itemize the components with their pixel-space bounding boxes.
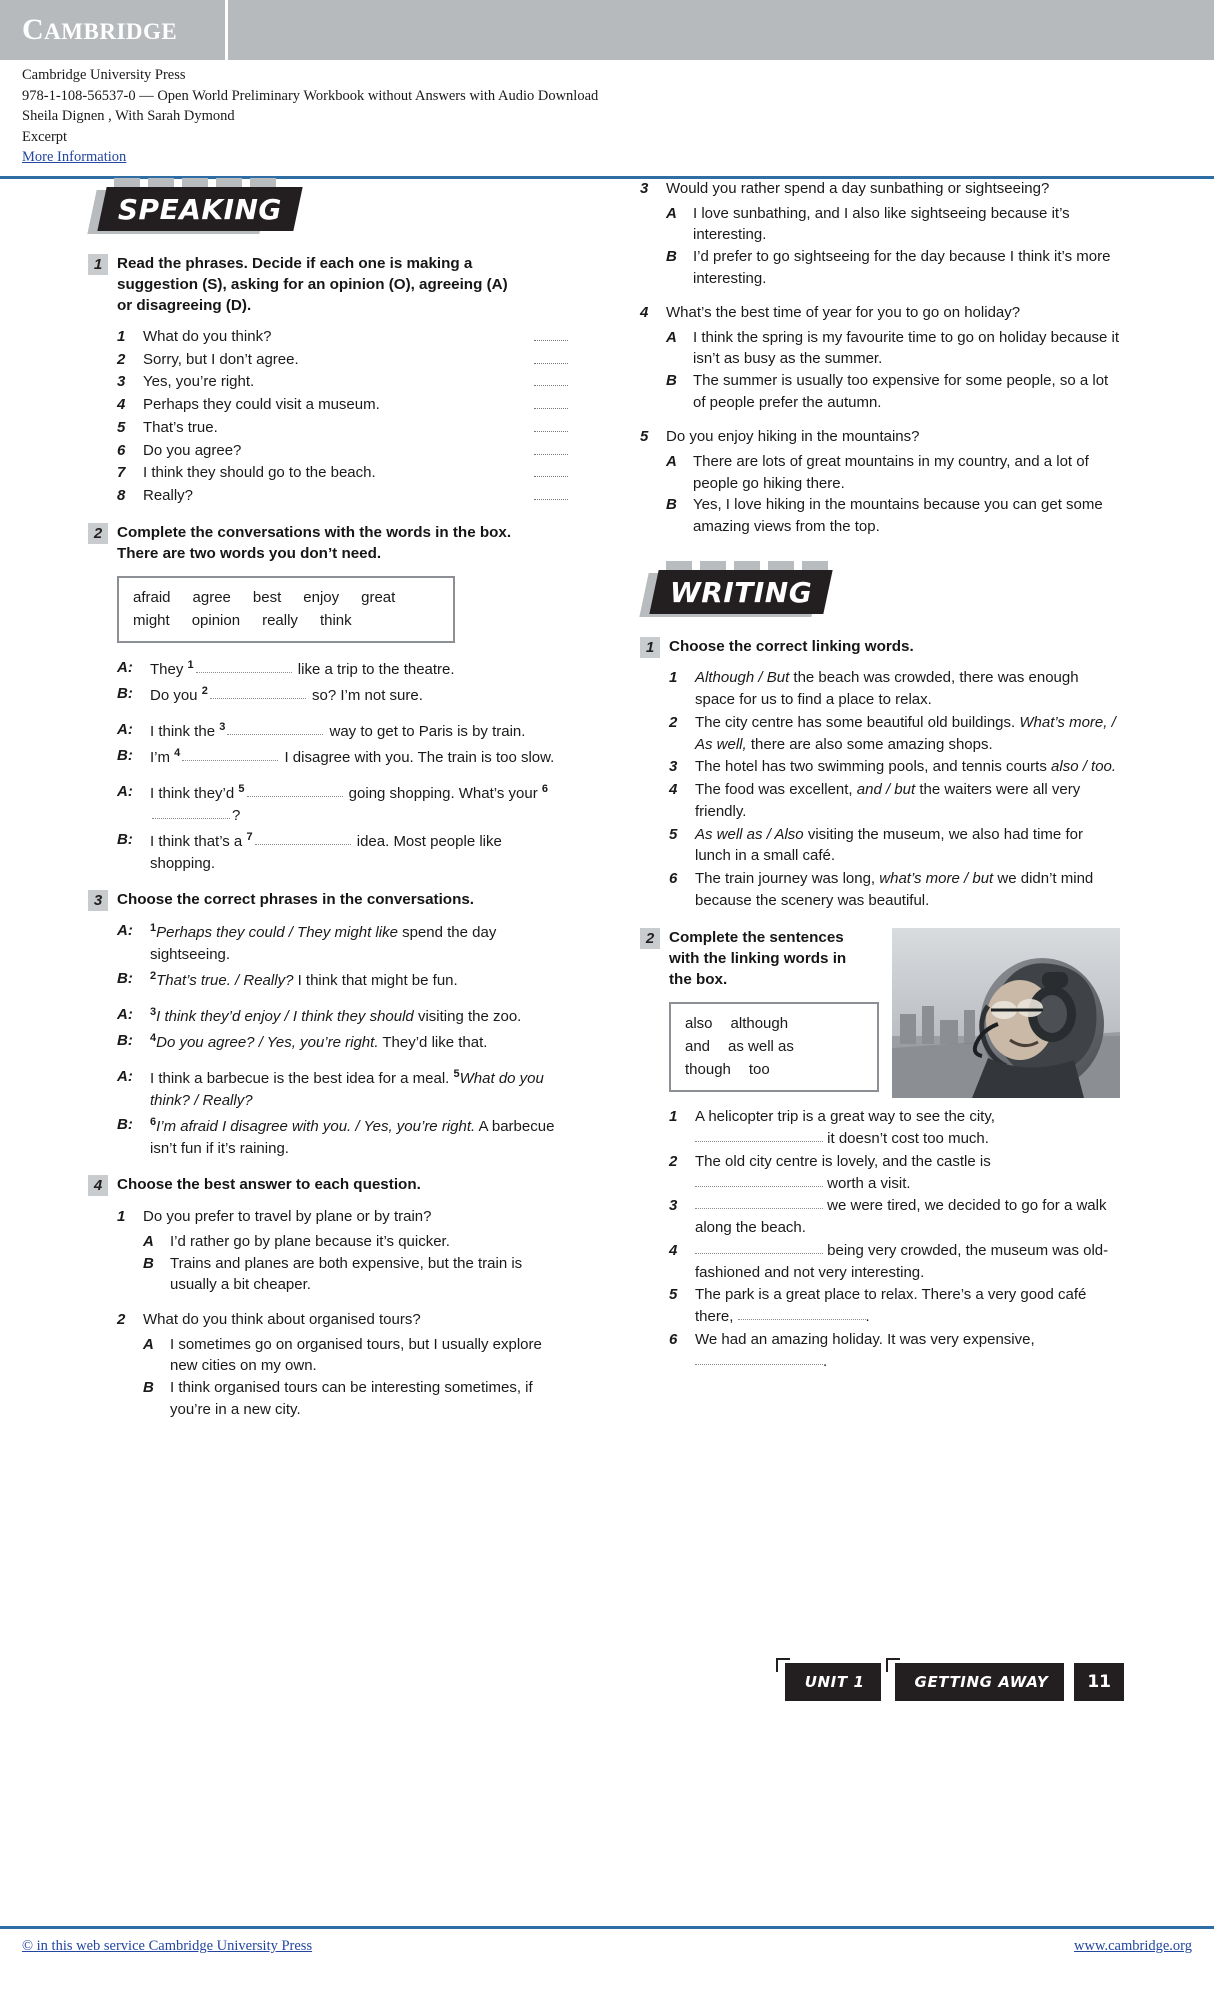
question-line [640, 178, 1120, 200]
publisher-metadata [0, 60, 1214, 168]
speaker-label: B: [117, 1032, 133, 1050]
option-letter: B [143, 1254, 154, 1272]
item-text: The old city centre is lovely, and the castle is worth a visit. [695, 1152, 991, 1192]
dialogue-turn [117, 683, 568, 707]
exercise-number: 1 [640, 637, 660, 658]
speaking-word-box [117, 576, 455, 644]
banner-plate [97, 187, 302, 231]
gap-number: 1 [187, 659, 194, 672]
gap-number: 4 [174, 747, 181, 760]
speaker-label: A: [117, 922, 133, 940]
photo-graphic [892, 928, 1120, 1098]
answer-option[interactable] [666, 327, 1120, 370]
list-item [669, 779, 1120, 823]
writing-exercise-1 [640, 637, 1120, 911]
answer-blank[interactable] [534, 419, 568, 432]
choice-options[interactable]: I think they’d enjoy / I think they should [156, 1008, 414, 1026]
list-item [669, 756, 1120, 778]
item-text: The hotel has two swimming pools, and tennis courts also / too. [695, 758, 1117, 776]
list-item [669, 868, 1120, 912]
question-block [640, 178, 1120, 289]
gap-number: 7 [246, 830, 253, 843]
dialogue-text: $^3$I think they’d enjoy / I think they should visiting the zoo. [150, 1006, 522, 1026]
exercise-instruction: Complete the conversations with the words in the box. There are two words you don’t need. [117, 523, 512, 562]
item-number: 1 [669, 1108, 678, 1126]
dialogue-turn [117, 745, 568, 769]
question-number: 2 [117, 1311, 126, 1329]
word-box-item: great [361, 588, 396, 606]
banner-plate [649, 570, 833, 614]
dialogue-turn [117, 920, 568, 966]
footer-topic-tab [895, 1663, 1065, 1701]
exercise-instruction: Choose the best answer to each question. [117, 1176, 421, 1194]
choice-options[interactable]: That’s true. / Really? [156, 972, 294, 990]
item-text: Really? [143, 487, 194, 505]
question-text: Do you prefer to travel by plane or by train? [143, 1208, 432, 1226]
item-text: Perhaps they could visit a museum. [143, 396, 380, 414]
answer-options [143, 1231, 568, 1296]
word-box-row [133, 609, 439, 632]
item-text: That’s true. [143, 418, 218, 436]
exercise-instruction: Choose the correct linking words. [669, 638, 914, 656]
dialogue-turn [117, 781, 568, 827]
question-text: What do you think about organised tours? [143, 1311, 421, 1329]
word-box-row [133, 586, 439, 609]
speaker-label: B: [117, 830, 133, 848]
list-item [117, 326, 568, 348]
cambridge-org-link[interactable]: www.cambridge.org [1074, 1938, 1192, 1954]
footer-topic-label: GETTING AWAY [914, 1673, 1049, 1691]
question-text: What’s the best time of year for you to go on holiday? [666, 304, 1021, 322]
option-letter: A [143, 1335, 154, 1353]
publisher-isbn-title: 978-1-108-56537-0 — Open World Preliminary Workbook without Answers with Audio Download [22, 87, 599, 104]
answer-blank[interactable] [534, 487, 568, 500]
speaker-label: B: [117, 970, 133, 988]
right-column [640, 178, 1120, 1388]
option-text: I’d rather go by plane because it’s quicker. [170, 1233, 450, 1251]
option-text: Yes, I love hiking in the mountains because you can get some amazing views from the top. [693, 496, 1103, 535]
workbook-page [0, 178, 1214, 1878]
item-text: The city centre has some beautiful old buildings. What’s more, / As well, there are also some amazing shops. [695, 713, 1116, 753]
word-box-item: enjoy [303, 588, 340, 606]
word-box-item: think [319, 612, 352, 630]
gap-blank[interactable] [227, 734, 323, 735]
question-line [117, 1206, 568, 1228]
word-box-item: as well as [728, 1037, 794, 1055]
dialogue-text: I think that’s a $^7$ idea. Most people like shopping. [150, 830, 502, 872]
answer-blank[interactable] [534, 396, 568, 409]
word-box-item: and [685, 1037, 711, 1055]
item-number: 7 [117, 464, 126, 482]
copyright-link[interactable]: © in this web service Cambridge University Press [22, 1938, 313, 1954]
answer-option[interactable] [143, 1334, 568, 1377]
question-block [640, 426, 1120, 537]
item-number: 4 [669, 781, 678, 799]
gap-number: 3 [219, 721, 226, 734]
gap-number: 6 [541, 782, 548, 795]
list-item [669, 1240, 1120, 1284]
page-number-badge: 11 [1074, 1663, 1124, 1701]
publisher-name: Cambridge University Press [22, 67, 186, 83]
exercise-number: 2 [88, 523, 108, 544]
answer-options [143, 1334, 568, 1420]
publisher-header-band [0, 0, 1214, 60]
answer-option[interactable] [666, 370, 1120, 413]
dialogue-turn [117, 1004, 568, 1028]
gap-number: 2 [201, 685, 208, 698]
choice-number: 3 [150, 1006, 157, 1019]
item-number: 8 [117, 487, 126, 505]
dialogue-turn [117, 1030, 568, 1054]
word-box-item: also [685, 1014, 713, 1032]
answer-blank[interactable] [534, 442, 568, 455]
list-item [669, 667, 1120, 711]
option-text: I think organised tours can be interesting sometimes, if you’re in a new city. [170, 1378, 533, 1418]
dialogue-text: I think they’d $^5$ going shopping. What’s your $^6$? [150, 782, 548, 824]
answer-options [666, 451, 1120, 537]
more-information-link[interactable]: More Information [22, 149, 127, 166]
answer-option[interactable] [666, 451, 1120, 494]
exercise-instruction: Complete the sentences with the linking words in the box. [669, 928, 847, 988]
speaking-section-banner [88, 178, 568, 240]
word-box-row [685, 1012, 863, 1035]
item-text: Sorry, but I don’t agree. [143, 350, 299, 368]
item-number: 1 [669, 669, 678, 687]
choice-number: 6 [150, 1115, 157, 1128]
option-letter: A [666, 328, 677, 346]
dialogue-turn [117, 829, 568, 875]
gap-blank[interactable] [247, 796, 343, 797]
item-number: 5 [669, 1286, 678, 1304]
gap-blank[interactable] [255, 844, 351, 845]
choice-number: 2 [150, 970, 157, 983]
item-number: 2 [117, 350, 126, 368]
speaking-exercise-1 [88, 254, 568, 507]
choice-options[interactable]: As well as / Also [695, 825, 804, 843]
choice-options[interactable]: Do you agree? / Yes, you’re right. [156, 1034, 379, 1052]
dialogue-turn [117, 657, 568, 681]
item-number: 3 [669, 1197, 678, 1215]
item-text: we were tired, we decided to go for a walk along the beach. [695, 1197, 1107, 1237]
item-number: 5 [117, 418, 126, 436]
option-text: The summer is usually too expensive for some people, so a lot of people prefer the autumn. [693, 372, 1109, 411]
speaking-exercise-4 [88, 1175, 568, 1420]
question-number: 4 [640, 304, 649, 322]
item-number: 6 [117, 441, 126, 459]
item-text: The train journey was long, what’s more / but we didn’t mind because the scenery was beautiful. [695, 870, 1094, 909]
answer-blank[interactable] [534, 351, 568, 364]
item-text: Although / But the beach was crowded, there was enough space for us to find a place to relax. [695, 669, 1079, 709]
gap-blank[interactable] [695, 1208, 823, 1209]
choice-options[interactable]: and / but [856, 781, 916, 799]
choice-number: 1 [150, 922, 157, 935]
exercise-number: 4 [88, 1175, 108, 1196]
word-box-item: although [730, 1014, 789, 1032]
item-text: Do you agree? [143, 441, 242, 459]
answer-option[interactable] [666, 246, 1120, 289]
option-letter: A [666, 453, 677, 470]
item-text: As well as / Also visiting the museum, we also had time for lunch in a small café. [695, 825, 1083, 865]
option-letter: B [666, 496, 677, 514]
item-text: A helicopter trip is a great way to see the city, it doesn’t cost too much. [695, 1108, 995, 1148]
option-letter: B [143, 1378, 154, 1396]
dialogue-turn [117, 719, 568, 743]
speaker-label: B: [117, 1115, 133, 1133]
item-text: What do you think? [143, 327, 272, 345]
gap-blank[interactable] [210, 698, 306, 699]
list-item [117, 440, 568, 462]
dialogue-text: They $^1$ like a trip to the theatre. [150, 659, 455, 679]
dialogue-text: $^2$That’s true. / Really? I think that might be fun. [150, 970, 458, 990]
choice-options[interactable]: What’s more, / As well, [695, 713, 1116, 753]
speaker-label: A: [117, 721, 133, 739]
gap-blank[interactable] [738, 1319, 866, 1320]
answer-option[interactable] [143, 1231, 568, 1253]
dialogue-text: $^4$Do you agree? / Yes, you’re right. They’d like that. [150, 1032, 488, 1052]
writing-exercise-2 [640, 928, 1120, 1373]
question-list-continued [640, 178, 1120, 537]
item-text: Yes, you’re right. [143, 373, 255, 391]
choice-options[interactable]: What do you think? / Really? [150, 1069, 544, 1109]
dialogue-turn [117, 1114, 568, 1160]
question-block [117, 1309, 568, 1420]
choice-options[interactable]: Although / But [695, 669, 790, 687]
linking-words-list [669, 667, 1120, 911]
answer-options [666, 203, 1120, 289]
answer-blank[interactable] [534, 464, 568, 477]
word-box-row [685, 1035, 863, 1058]
dialogue-text: I’m $^4$ I disagree with you. The train is too slow. [150, 747, 555, 767]
item-text: being very crowded, the museum was old-fashioned and not very interesting. [695, 1241, 1109, 1281]
gap-blank[interactable] [695, 1364, 823, 1365]
dialogue-text: I think the $^3$ way to get to Paris is by train. [150, 721, 526, 741]
speaker-label: A: [117, 659, 133, 677]
list-item [669, 1106, 1120, 1150]
list-item [669, 712, 1120, 756]
word-box-item: though [685, 1061, 731, 1079]
list-item [117, 371, 568, 393]
cambridge-logo-smallcaps: AMBRIDGE [44, 19, 178, 44]
question-line [640, 302, 1120, 324]
answer-option[interactable] [666, 203, 1120, 246]
choice-number: 4 [150, 1032, 157, 1045]
choice-options[interactable]: Perhaps they could / They might like [156, 924, 398, 942]
footer-rule [0, 1926, 1214, 1929]
answer-option[interactable] [143, 1377, 568, 1420]
choice-options[interactable]: what’s more / but [879, 870, 994, 888]
helicopter-pilot-photo [892, 928, 1120, 1098]
option-text: I love sunbathing, and I also like sightseeing because it’s interesting. [693, 204, 1070, 244]
option-letter: B [666, 372, 677, 390]
list-item [669, 1284, 1120, 1328]
list-item [117, 485, 568, 507]
item-number: 5 [669, 825, 678, 843]
dialogue-text: Do you $^2$ so? I’m not sure. [150, 685, 423, 705]
item-number: 3 [669, 758, 678, 776]
word-box-item: afraid [133, 588, 171, 606]
list-item [669, 824, 1120, 868]
gap-number: 5 [238, 782, 245, 795]
option-text: I think the spring is my favourite time to go on holiday because it isn’t as busy as the summer. [693, 328, 1120, 368]
exercise-instruction: Choose the correct phrases in the conversations. [117, 891, 475, 909]
item-number: 6 [669, 870, 678, 888]
cambridge-logo-box [0, 0, 228, 60]
left-column [88, 178, 568, 1436]
banner-tabs [114, 178, 276, 187]
dialogue-text: $^6$I’m afraid I disagree with you. / Yes, you’re right. A barbecue isn’t fun if it’s raining. [150, 1115, 555, 1157]
dialogue-turn [117, 968, 568, 992]
option-text: Trains and planes are both expensive, but the train is usually a bit cheaper. [170, 1254, 523, 1294]
speaking-exercise-3 [88, 890, 568, 1159]
item-text: We had an amazing holiday. It was very expensive, . [695, 1330, 1035, 1370]
item-number: 2 [669, 713, 678, 731]
answer-options [666, 327, 1120, 413]
word-box-item: really [262, 612, 298, 630]
option-text: I sometimes go on organised tours, but I usually explore new cities on my own. [170, 1335, 542, 1375]
dialogue-text: I think a barbecue is the best idea for a meal. $^5$What do you think? / Really? [150, 1067, 544, 1109]
word-box-row [685, 1058, 863, 1081]
word-box-item: best [252, 588, 282, 606]
item-text: The park is a great place to relax. There’s a very good café there, . [695, 1286, 1087, 1326]
item-text: The food was excellent, and / but the waiters were all very friendly. [695, 781, 1081, 820]
choice-options[interactable]: also / too. [1051, 758, 1117, 776]
phrase-list [117, 326, 568, 507]
choice-conversation [117, 920, 568, 1159]
question-number: 1 [117, 1208, 126, 1226]
dialogue-text: $^1$Perhaps they could / They might like spend the day sightseeing. [150, 922, 497, 964]
item-number: 1 [117, 327, 126, 345]
question-block [117, 1206, 568, 1296]
word-box-item: too [748, 1061, 770, 1079]
publisher-excerpt-label: Excerpt [22, 128, 68, 145]
item-number: 6 [669, 1330, 678, 1348]
footer-unit-tab [785, 1663, 881, 1701]
gap-blank[interactable] [182, 760, 278, 761]
list-item [669, 1151, 1120, 1195]
exercise-instruction: Read the phrases. Decide if each one is making a suggestion (S), asking for an opinion (O), agreeing (A) or disagreeing (D). [117, 255, 508, 314]
speaker-label: A: [117, 1067, 133, 1085]
writing-banner-label: WRITING [670, 575, 813, 609]
word-box-item: opinion [191, 612, 241, 630]
item-number: 4 [117, 396, 126, 414]
gap-blank[interactable] [695, 1253, 823, 1254]
footer-unit-label: UNIT 1 [804, 1673, 865, 1691]
list-item [669, 1329, 1120, 1373]
answer-option[interactable] [143, 1253, 568, 1296]
item-number: 2 [669, 1152, 678, 1170]
speaker-label: A: [117, 782, 133, 800]
choice-options[interactable]: I’m afraid I disagree with you. / Yes, you’re right. [156, 1117, 476, 1135]
question-number: 3 [640, 180, 649, 197]
speaking-banner-label: SPEAKING [118, 192, 283, 226]
item-number: 3 [117, 373, 126, 391]
gap-blank[interactable] [152, 818, 230, 819]
question-line [640, 426, 1120, 448]
option-text: I’d prefer to go sightseeing for the day because I think it’s more interesting. [693, 247, 1111, 287]
word-box-item: agree [192, 588, 231, 606]
speaker-label: B: [117, 747, 133, 765]
item-text: I think they should go to the beach. [143, 464, 376, 482]
writing-word-box [669, 1002, 879, 1093]
speaker-label: B: [117, 685, 133, 703]
option-text: There are lots of great mountains in my country, and a lot of people go hiking there. [693, 453, 1089, 492]
list-item [117, 349, 568, 371]
gap-blank[interactable] [196, 672, 292, 673]
sentence-gap-list [669, 1106, 1120, 1372]
choice-number: 5 [453, 1067, 460, 1080]
option-letter: B [666, 247, 677, 265]
dialogue-turn [117, 1066, 568, 1112]
list-item [117, 462, 568, 484]
list-item [117, 394, 568, 416]
word-box-item: might [133, 612, 170, 630]
page-footer [0, 1663, 1214, 1709]
exercise-number: 3 [88, 890, 108, 911]
cambridge-logo: CAMBRIDGE [22, 13, 178, 46]
speaker-label: A: [117, 1006, 133, 1024]
gap-blank[interactable] [695, 1186, 823, 1187]
list-item [117, 417, 568, 439]
option-letter: A [143, 1233, 154, 1251]
gap-fill-conversation [117, 657, 568, 874]
question-number: 5 [640, 428, 649, 446]
question-block [640, 302, 1120, 413]
answer-option[interactable] [666, 494, 1120, 537]
answer-blank[interactable] [534, 328, 568, 341]
exercise-number: 2 [640, 928, 660, 949]
question-line [117, 1309, 568, 1331]
writing-section-banner [640, 561, 1120, 623]
question-list [117, 1206, 568, 1420]
question-text: Would you rather spend a day sunbathing or sightseeing? [666, 180, 1050, 197]
publisher-authors: Sheila Dignen , With Sarah Dymond [22, 108, 235, 125]
gap-blank[interactable] [695, 1141, 823, 1142]
answer-blank[interactable] [534, 373, 568, 386]
speaking-exercise-2 [88, 523, 568, 875]
option-letter: A [666, 204, 677, 222]
question-text: Do you enjoy hiking in the mountains? [666, 428, 920, 446]
list-item [669, 1195, 1120, 1239]
exercise-number: 1 [88, 254, 108, 275]
item-number: 4 [669, 1241, 678, 1259]
